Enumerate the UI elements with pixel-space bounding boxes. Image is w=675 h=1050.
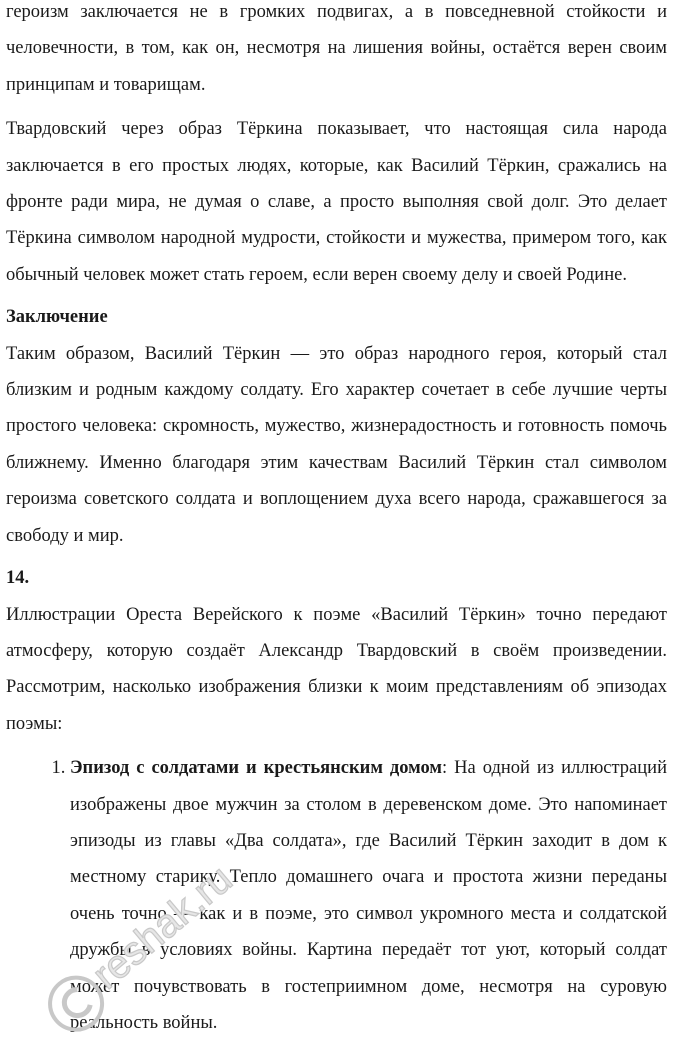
paragraph-heroism: героизм заключается не в громких подвигах, а в повседневной стойкости и человечности, в том, как он, несмотря на лишения войны, остаётся верен своим принципам и товарищам. xyxy=(6,2,667,95)
watermark-text: reshak.ru xyxy=(84,856,241,998)
section-number: 14. xyxy=(6,568,30,589)
episode-text: : На одной из иллюстраций изображены двое мужчин за столом в деревенском доме. Это напоминает эпизоды из главы «Два солдата», где Василий Тёркин заходит в дом к местному старику. Тепло домашнего очага и простота жизни переданы очень точно — как и в поэме, это символ укромного места и солдатской дружбы в условиях войны. Картина передаёт тот уют, который солдат может почувствовать в гостеприимном доме, несмотря на суровую реальность войны. xyxy=(70,758,667,1033)
episode-title: Эпизод с солдатами и крестьянским домом xyxy=(70,758,443,779)
list-item xyxy=(70,750,667,1041)
paragraph-tvardovsky: Твардовский через образ Тёркина показывает, что настоящая сила народа заключается в его простых людях, которые, как Василий Тёркин, сражались на фронте ради мира, не думая о славе, а просто выполняя свой долг. Это делает Тёркина символом народной мудрости, стойкости и мужества, примером того, как обычный человек может стать героем, если верен своему делу и своей Родине. xyxy=(6,119,667,285)
episode-list xyxy=(6,750,667,1041)
section-intro-paragraph: Иллюстрации Ореста Верейского к поэме «Василий Тёркин» точно передают атмосферу, которую создаёт Александр Твардовский в своём произведении. Рассмотрим, насколько изображения близки к моим представлениям об эпизодах поэмы: xyxy=(6,604,667,734)
conclusion-heading: Заключение xyxy=(6,307,108,328)
conclusion-paragraph: Таким образом, Василий Тёркин — это образ народного героя, который стал близким и родным каждому солдату. Его характер сочетает в себе лучшие черты простого человека: скромность, мужество, жизнерадостность и готовность помочь ближнему. Именно благодаря этим качествам Василий Тёркин стал символом героизма советского солдата и воплощением духа всего народа, сражавшегося за свободу и мир. xyxy=(6,343,667,546)
